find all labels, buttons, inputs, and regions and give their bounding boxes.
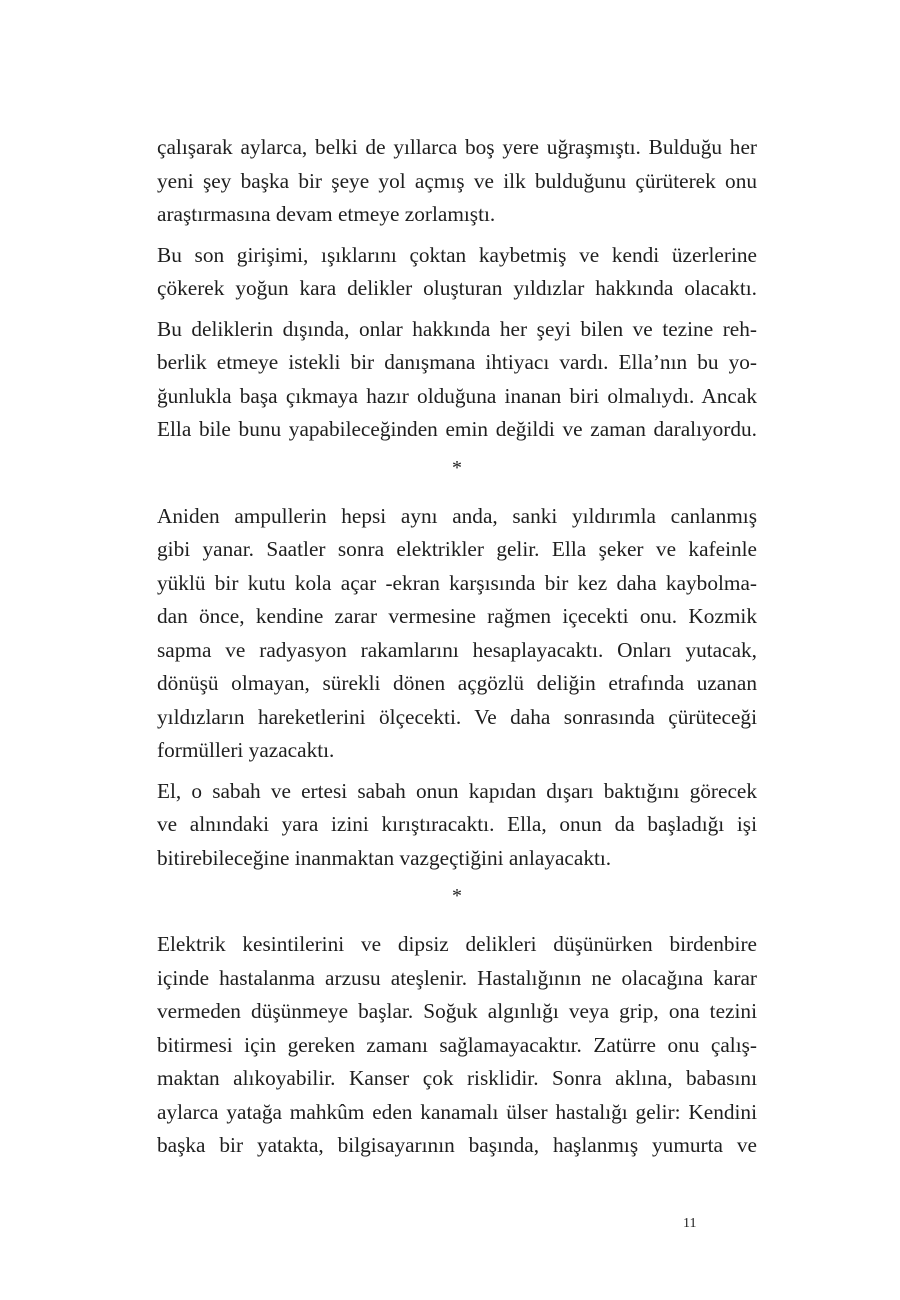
page-number: 11 [683,1216,697,1231]
paragraph-3 [157,313,757,447]
paragraph-4 [157,500,757,768]
text-line: araştırmasına devam etmeye zorlamıştı. [157,202,496,226]
text-line: Elektrik kesintilerini ve dipsiz delikleri düşünürken birdenbire [157,932,757,956]
paragraph-1 [157,131,757,232]
text-line: formülleri yazacaktı. [157,738,335,762]
paragraph-6 [157,928,757,1163]
text-line: Bu deliklerin dışında, onlar hakkında her şeyi bilen ve tezine reh- [157,316,757,341]
text-line: çalışarak aylarca, belki de yıllarca boş yere uğraşmıştı. Bulduğu her [157,135,757,159]
text-line: berlik etmeye istekli bir danışmana ihtiyacı vardı. Ella’nın bu yo- [157,350,757,374]
section-separator: * [452,885,462,907]
text-line: başka bir yatakta, bilgisayarının başında, haşlanmış yumurta ve [157,1133,757,1157]
text-line: bitirebileceğine inanmaktan vazgeçtiğini anlayacaktı. [157,845,612,870]
text-line: dan önce, kendine zarar vermesine rağmen içecekti onu. Kozmik [157,604,757,628]
text-line: bitirmesi için gereken zamanı sağlamayacaktır. Zatürre onu çalış- [157,1032,757,1057]
text-line: Bu son girişimi, ışıklarını çoktan kaybetmiş ve kendi üzerlerine [157,242,757,267]
text-line: çökerek yoğun kara delikler oluşturan yıldızlar hakkında olacaktı. [157,276,757,300]
text-line: vermeden düşünmeye başlar. Soğuk algınlığı veya grip, ona tezini [157,999,757,1023]
text-line: yıldızların hareketlerini ölçecekti. Ve daha sonrasında çürüteceği [157,704,757,729]
text-line: içinde hastalanma arzusu ateşlenir. Hastalığının ne olacağına karar [157,965,757,990]
text-line: yüklü bir kutu kola açar -ekran karşısında bir kez daha kaybolma- [157,570,757,595]
page-body [157,131,757,1170]
text-line: dönüşü olmayan, sürekli dönen açgözlü deliğin etrafında uzanan [157,671,757,695]
text-line: aylarca yatağa mahkûm eden kanamalı ülser hastalığı gelir: Kendini [157,1099,757,1124]
text-line: Aniden ampullerin hepsi aynı anda, sanki yıldırımla canlanmış [157,503,757,528]
section-separator: * [452,456,462,479]
paragraph-5 [157,775,757,876]
text-line: gibi yanar. Saatler sonra elektrikler gelir. Ella şeker ve kafeinle [157,537,757,561]
paragraph-2 [157,239,757,306]
text-line: sapma ve radyasyon rakamlarını hesaplayacaktı. Onları yutacak, [157,637,757,662]
text-line: Ella bile bunu yapabileceğinden emin değildi ve zaman daralıyordu. [157,417,757,441]
text-line: ve alnındaki yara izini kırıştıracaktı. Ella, onun da başladığı işi [157,812,757,836]
text-line: El, o sabah ve ertesi sabah onun kapıdan dışarı baktığını görecek [157,778,757,803]
text-line: maktan alıkoyabilir. Kanser çok risklidir. Sonra aklına, babasını [157,1066,757,1090]
text-line: yeni şey başka bir şeye yol açmış ve ilk bulduğunu çürüterek onu [157,168,757,193]
text-line: ğunlukla başa çıkmaya hazır olduğuna inanan biri olmalıydı. Ancak [157,383,757,408]
